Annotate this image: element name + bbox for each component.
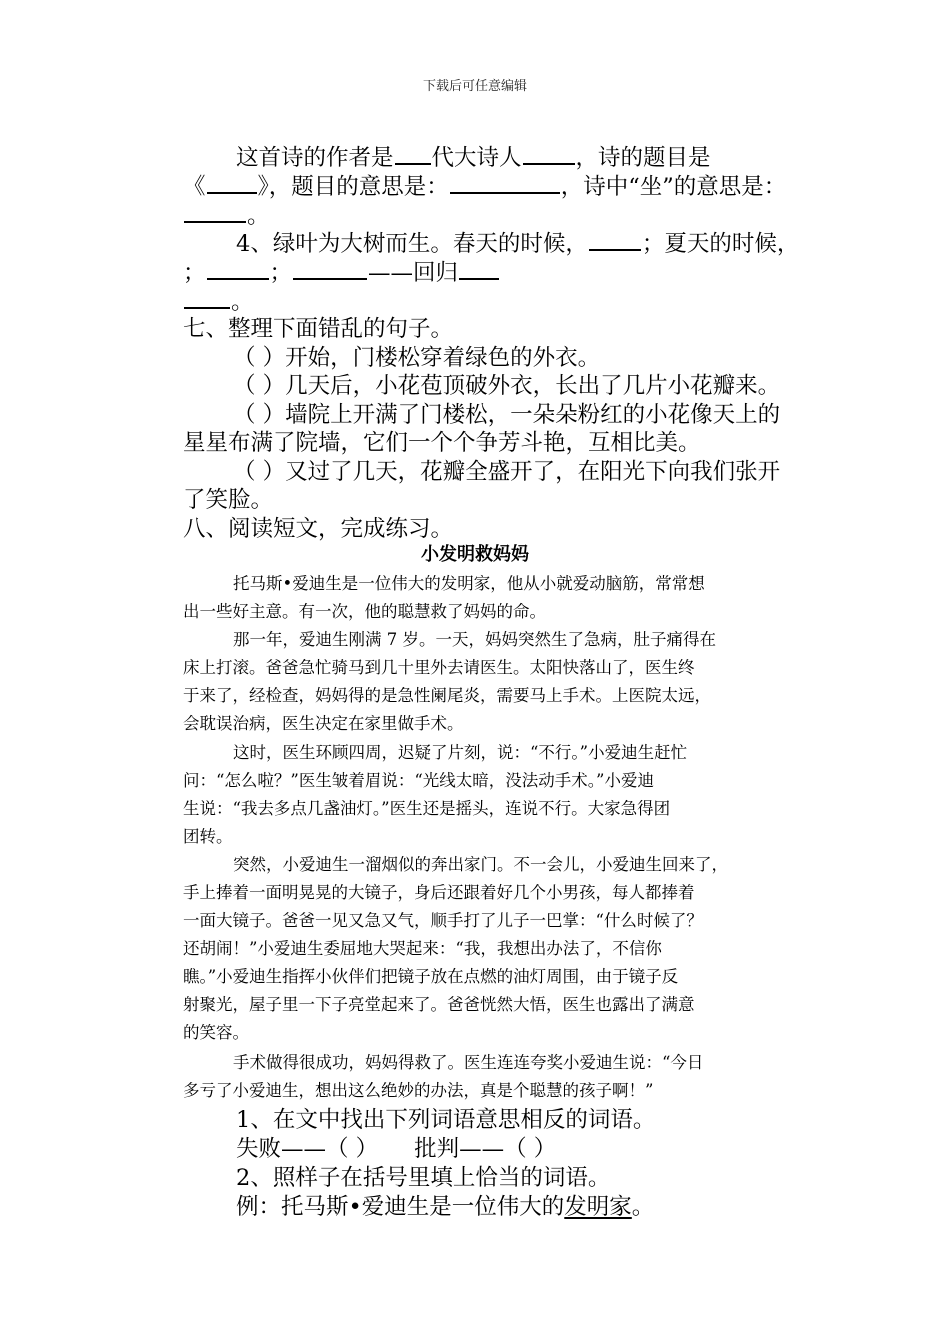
answer-blank[interactable] [450,172,560,194]
story-title: 小发明救妈妈 [421,544,529,565]
story-line: 多亏了小爱迪生，想出这么绝妙的办法，真是个聪慧的孩子啊！” [183,1081,654,1100]
poem-line-1 [236,143,711,173]
answer-blank[interactable] [207,172,257,194]
story-line: 会耽误治病，医生决定在家里做手术。 [183,714,464,733]
text: ，诗的题目是 [575,145,711,171]
sentence-4-cont: 了笑脸。 [183,487,274,513]
story-line: 手上捧着一面明晃晃的大镜子，身后还跟着好几个小男孩，每人都捧着 [183,883,695,902]
text: 4、绿叶为大树而生。春天的时候， [236,231,588,257]
story-line: 床上打滚。爸爸急忙骑马到几十里外去请医生。太阳快落山了，医生终 [183,658,695,677]
answer-blank[interactable] [184,201,246,223]
story-line: 瞧。”小爱迪生指挥小伙伴们把镜子放在点燃的油灯周围，由于镜子反 [183,967,679,986]
answer-blank[interactable] [395,143,431,165]
text: 。 [247,203,270,229]
text: 这首诗的作者是 [236,145,394,171]
antonym-item-1[interactable]: 失败——（ ） [236,1136,379,1162]
example-underlined-word: 发明家 [564,1194,632,1220]
exercise-1-items [236,1135,556,1164]
text: ——回归 [368,260,459,286]
text: ，诗中“坐”的意思是： [560,174,787,200]
text: ； [269,260,293,286]
poem-line-3 [183,201,270,231]
story-line: 手术做得很成功，妈妈得救了。医生连连夸奖小爱迪生说：“今日 [233,1053,704,1072]
sentence-3-cont: 星星布满了院墙，它们一个个争芳斗艳，互相比美。 [183,430,701,456]
antonym-item-2[interactable]: 批判——（ ） [414,1136,557,1162]
story-line: 于来了，经检查，妈妈得的是急性阑尾炎，需要马上手术。上医院太远， [183,686,711,705]
story-line: 这时，医生环顾四周，迟疑了片刻，说：“不行。”小爱迪生赶忙 [233,743,688,762]
sentence-4: （ ）又过了几天，花瓣全盛开了，在阳光下向我们张开 [233,459,781,485]
story-line: 突然，小爱迪生一溜烟似的奔出家门。不一会儿，小爱迪生回来了， [233,855,728,874]
story-line: 那一年，爱迪生刚满 7 岁。一天，妈妈突然生了急病，肚子痛得在 [233,630,716,649]
question-4-line-3 [183,287,254,317]
story-line: 的笑容。 [183,1023,249,1042]
question-4-line-1 [236,229,799,259]
text: 《 [183,174,206,200]
story-line: 射聚光，屋子里一下子亮堂起来了。爸爸恍然大悟，医生也露出了满意 [183,995,695,1014]
sentence-3: （ ）墙院上开满了门楼松，一朵朵粉红的小花像天上的 [233,402,781,428]
text: 例：托马斯•爱迪生是一位伟大的 [236,1194,565,1220]
exercise-2-example [236,1193,654,1222]
answer-blank[interactable] [589,229,641,251]
sentence-2: （ ）几天后，小花苞顶破外衣，长出了几片小花瓣来。 [233,373,781,399]
text: 代大诗人 [431,145,522,171]
story-line: 托马斯•爱迪生是一位伟大的发明家，他从小就爱动脑筋，常常想 [233,574,705,593]
text: 。 [631,1194,655,1220]
story-line: 一面大镜子。爸爸一见又急又气，顺手打了儿子一巴掌：“什么时候了？ [183,911,703,930]
text: ；夏天的时候， [641,231,800,257]
section-8-heading: 八、阅读短文，完成练习。 [183,516,454,542]
story-line: 团转。 [183,827,233,846]
poem-line-2 [183,172,786,202]
story-line: 问：“怎么啦？”医生皱着眉说：“光线太暗，没法动手术。”小爱迪 [183,771,654,790]
text: 。 [231,289,254,315]
answer-blank[interactable] [184,287,230,309]
text: ； [183,260,206,286]
story-line: 生说：“我去多点几盏油灯。”医生还是摇头，连说不行。大家急得团 [183,799,671,818]
answer-blank[interactable] [207,258,269,280]
story-line: 出一些好主意。有一次，他的聪慧救了妈妈的命。 [183,602,546,621]
story-line: 还胡闹！”小爱迪生委屈地大哭起来：“我，我想出办法了，不信你 [183,939,662,958]
text: 》，题目的意思是： [257,174,449,200]
exercise-2: 2、照样子在括号里填上恰当的词语。 [236,1165,611,1191]
answer-blank[interactable] [293,258,367,280]
sentence-1: （ ）开始，门楼松穿着绿色的外衣。 [233,345,601,371]
page-header: 下载后可任意编辑 [422,79,527,94]
answer-blank[interactable] [523,143,575,165]
answer-blank[interactable] [459,258,499,280]
section-7-heading: 七、整理下面错乱的句子。 [183,316,454,342]
question-4-line-2 [183,258,500,288]
exercise-1: 1、在文中找出下列词语意思相反的词语。 [236,1107,656,1133]
